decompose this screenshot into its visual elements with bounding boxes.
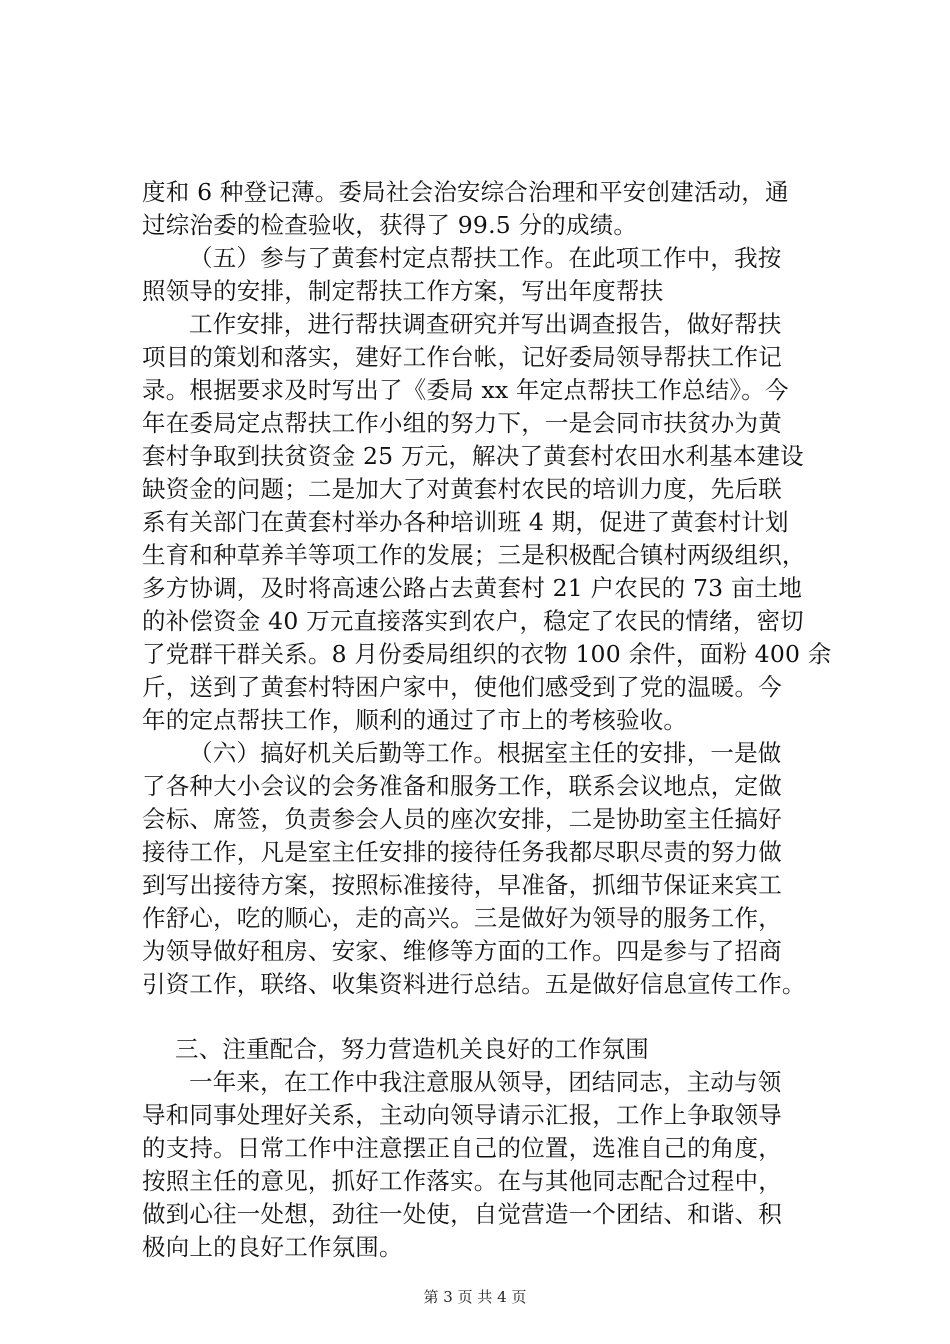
text-line: 做到心往一处想，劲往一处使，自觉营造一个团结、和谐、积 xyxy=(142,1200,782,1228)
text-line: （五）参与了黄套村定点帮扶工作。在此项工作中，我按 xyxy=(189,244,782,272)
text-line: 系有关部门在黄套村举办各种培训班 4 期，促进了黄套村计划 xyxy=(142,508,789,536)
text-line: 极向上的良好工作氛围。 xyxy=(142,1233,403,1261)
text-line: 年的定点帮扶工作，顺利的通过了市上的考核验收。 xyxy=(142,706,688,734)
text-line: 为领导做好租房、安家、维修等方面的工作。四是参与了招商 xyxy=(142,937,782,965)
text-line: 生育和种草养羊等项工作的发展；三是积极配合镇村两级组织， xyxy=(142,541,806,569)
text-line: 了各种大小会议的会务准备和服务工作，联系会议地点，定做 xyxy=(142,772,782,800)
section-heading: 三、注重配合，努力营造机关良好的工作氛围 xyxy=(175,1035,649,1063)
text-line: 的补偿资金 40 万元直接落实到农户，稳定了农民的情绪，密切 xyxy=(142,607,804,635)
text-line: 的支持。日常工作中注意摆正自己的位置，选准自己的角度， xyxy=(142,1134,782,1162)
text-line: 会标、席签，负责参会人员的座次安排，二是协助室主任搞好 xyxy=(142,805,782,833)
text-line: 了党群干群关系。8 月份委局组织的衣物 100 余件，面粉 400 余 xyxy=(142,640,832,668)
text-line: 工作安排，进行帮扶调查研究并写出调查报告，做好帮扶 xyxy=(189,310,782,338)
text-line: 斤，送到了黄套村特困户家中，使他们感受到了党的温暖。今 xyxy=(142,673,782,701)
text-line: 度和 6 种登记薄。委局社会治安综合治理和平安创建活动，通 xyxy=(142,178,789,206)
text-line: 套村争取到扶贫资金 25 万元，解决了黄套村农田水利基本建设 xyxy=(142,442,804,470)
text-line: 过综治委的检查验收，获得了 99.5 分的成绩。 xyxy=(142,211,638,239)
text-line: 年在委局定点帮扶工作小组的努力下，一是会同市扶贫办为黄 xyxy=(142,409,782,437)
text-line: 一年来，在工作中我注意服从领导，团结同志，主动与领 xyxy=(189,1068,782,1096)
text-line: 引资工作，联络、收集资料进行总结。五是做好信息宣传工作。 xyxy=(142,970,806,998)
text-line: 照领导的安排，制定帮扶工作方案，写出年度帮扶 xyxy=(142,277,664,305)
text-line: 录。根据要求及时写出了《委局 xx 年定点帮扶工作总结》。今 xyxy=(142,376,789,404)
page-footer: 第 3 页 共 4 页 xyxy=(423,1288,527,1306)
text-line: 导和同事处理好关系，主动向领导请示汇报，工作上争取领导 xyxy=(142,1101,782,1129)
text-line: 作舒心，吃的顺心，走的高兴。三是做好为领导的服务工作， xyxy=(142,904,782,932)
text-line: 按照主任的意见，抓好工作落实。在与其他同志配合过程中， xyxy=(142,1167,782,1195)
text-line: 到写出接待方案，按照标准接待，早准备，抓细节保证来宾工 xyxy=(142,871,782,899)
text-line: 项目的策划和落实，建好工作台帐，记好委局领导帮扶工作记 xyxy=(142,343,782,371)
text-line: 接待工作，凡是室主任安排的接待任务我都尽职尽责的努力做 xyxy=(142,838,782,866)
text-line: 多方协调，及时将高速公路占去黄套村 21 户农民的 73 亩土地 xyxy=(142,574,803,602)
text-line: 缺资金的问题；二是加大了对黄套村农民的培训力度，先后联 xyxy=(142,475,782,503)
text-line: （六）搞好机关后勤等工作。根据室主任的安排，一是做 xyxy=(189,739,782,767)
